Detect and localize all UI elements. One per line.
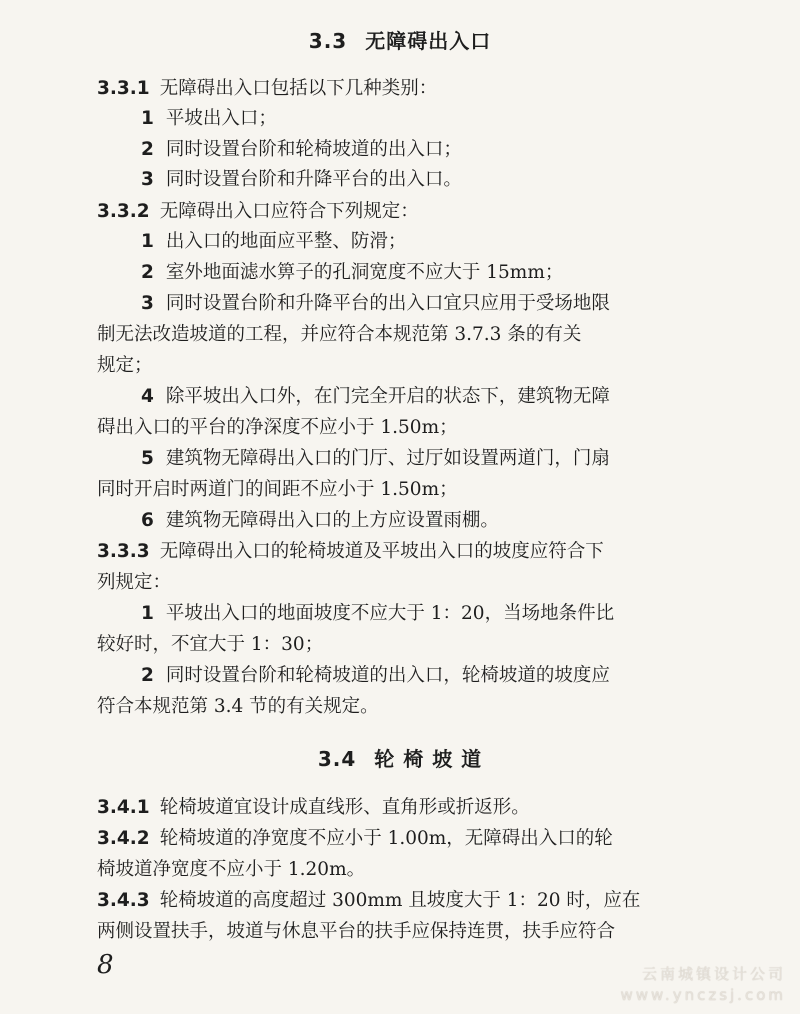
list-item (141, 260, 741, 286)
item-number: 1 (141, 108, 154, 129)
item-text: 建筑物无障碍出入口的门厅、过厅如设置两道门，门扇 (165, 448, 610, 469)
clause-number: 3.4.1 (97, 797, 150, 818)
item-text: 平坡出入口； (165, 108, 277, 129)
item-number: 6 (141, 510, 154, 531)
item-number: 3 (141, 169, 154, 190)
clause-3-3-3 (97, 539, 697, 565)
item-text: 同时设置台阶和升降平台的出入口。 (165, 169, 462, 190)
list-item (141, 137, 741, 163)
item-text: 除平坡出入口外，在门完全开启的状态下，建筑物无障 (165, 386, 610, 407)
continuation-line: 较好时，不宜大于 1：30； (97, 634, 324, 655)
list-item (141, 167, 741, 193)
item-number: 2 (141, 665, 154, 686)
page-number: 8 (97, 950, 114, 980)
list-item (141, 663, 741, 689)
item-number: 5 (141, 448, 154, 469)
item-number: 3 (141, 293, 154, 314)
continuation-line: 碍出入口的平台的净深度不应小于 1.50m； (97, 417, 458, 438)
section-title: 无障碍出入口 (365, 29, 492, 53)
item-number: 2 (141, 139, 154, 160)
clause-number: 3.4.2 (97, 828, 150, 849)
clause-text: 无障碍出入口应符合下列规定： (159, 201, 419, 222)
continuation-line: 椅坡道净宽度不应小于 1.20m。 (97, 859, 366, 880)
item-text: 室外地面滤水箅子的孔洞宽度不应大于 15mm； (165, 262, 564, 283)
continuation-line: 规定； (97, 355, 153, 376)
watermark-company: 云南城镇设计公司 (641, 965, 786, 983)
item-text: 建筑物无障碍出入口的上方应设置雨棚。 (165, 510, 499, 531)
continuation-line: 同时开启时两道门的间距不应小于 1.50m； (97, 479, 458, 500)
list-item (141, 384, 741, 410)
clause-text: 无障碍出入口包括以下几种类别： (159, 78, 438, 99)
section-number: 3.3 (308, 29, 348, 53)
section-heading-3-3 (0, 25, 800, 54)
clause-text: 轮椅坡道的高度超过 300mm 且坡度大于 1：20 时，应在 (159, 890, 641, 911)
item-text: 同时设置台阶和升降平台的出入口宜只应用于受场地限 (165, 293, 610, 314)
item-number: 4 (141, 386, 154, 407)
clause-3-4-2 (97, 826, 697, 852)
list-item (141, 508, 741, 534)
clause-3-4-3 (97, 888, 697, 914)
clause-3-3-1 (97, 76, 697, 102)
item-number: 1 (141, 603, 154, 624)
clause-3-4-1 (97, 795, 697, 821)
clause-text: 无障碍出入口的轮椅坡道及平坡出入口的坡度应符合下 (159, 541, 604, 562)
clause-number: 3.3.1 (97, 78, 150, 99)
clause-text: 轮椅坡道宜设计成直线形、直角形或折返形。 (159, 797, 530, 818)
section-heading-3-4 (0, 743, 800, 772)
list-item (141, 446, 741, 472)
list-item (141, 229, 741, 255)
item-text: 同时设置台阶和轮椅坡道的出入口； (165, 139, 462, 160)
continuation-line: 符合本规范第 3.4 节的有关规定。 (97, 696, 379, 717)
item-text: 出入口的地面应平整、防滑； (165, 231, 407, 252)
watermark-url: www.ynczsj.com (620, 986, 786, 1004)
continuation-line: 两侧设置扶手，坡道与休息平台的扶手应保持连贯，扶手应符合 (97, 921, 616, 942)
section-number: 3.4 (317, 747, 357, 771)
clause-text: 轮椅坡道的净宽度不应小于 1.00m，无障碍出入口的轮 (159, 828, 613, 849)
item-number: 2 (141, 262, 154, 283)
item-number: 1 (141, 231, 154, 252)
clause-number: 3.3.2 (97, 201, 150, 222)
clause-number: 3.3.3 (97, 541, 150, 562)
list-item (141, 291, 741, 317)
list-item (141, 601, 741, 627)
continuation-line: 制无法改造坡道的工程，并应符合本规范第 3.7.3 条的有关 (97, 324, 582, 345)
clause-number: 3.4.3 (97, 890, 150, 911)
item-text: 同时设置台阶和轮椅坡道的出入口，轮椅坡道的坡度应 (165, 665, 610, 686)
item-text: 平坡出入口的地面坡度不应大于 1：20，当场地条件比 (165, 603, 615, 624)
clause-3-3-2 (97, 199, 697, 225)
list-item (141, 106, 741, 132)
continuation-line: 列规定： (97, 572, 172, 593)
section-title: 轮 椅 坡 道 (374, 747, 483, 771)
